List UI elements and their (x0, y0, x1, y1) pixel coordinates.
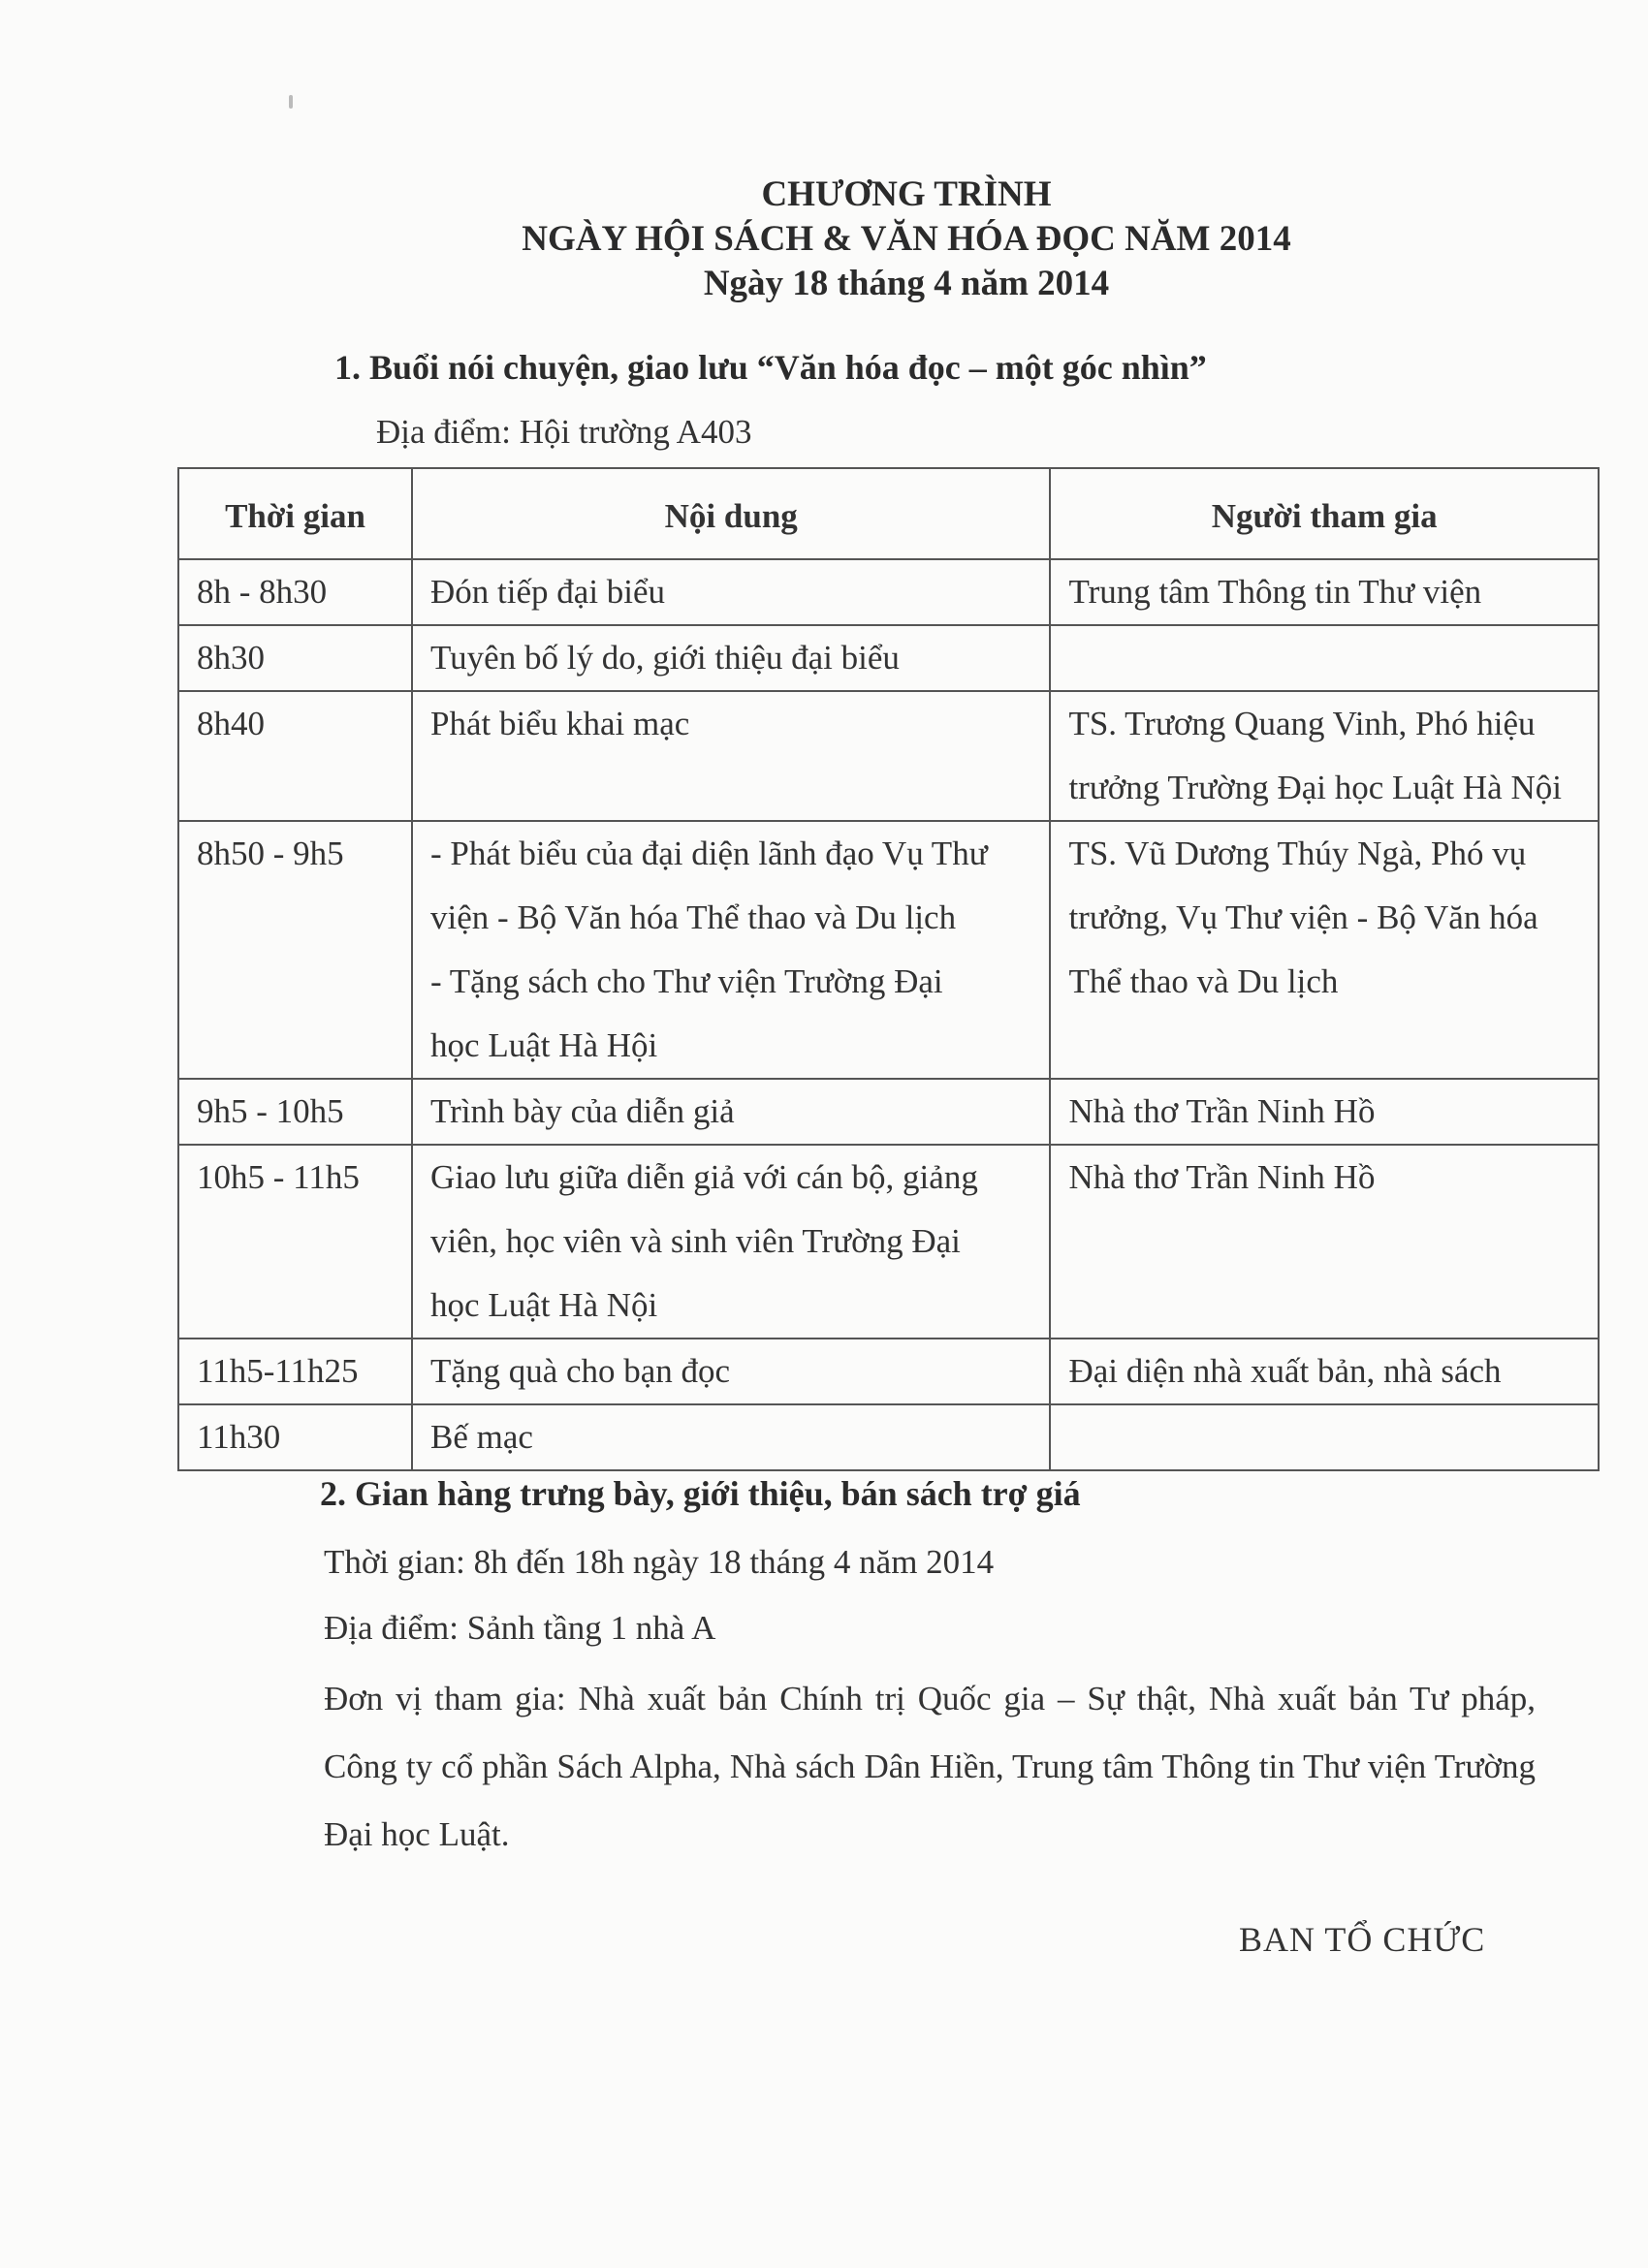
participant-line: trưởng, Vụ Thư viện - Bộ Văn hóa (1068, 898, 1538, 936)
content-line: Đón tiếp đại biểu (430, 573, 666, 611)
participant-line (1068, 1405, 1580, 1469)
participant-line: Đại diện nhà xuất bản, nhà sách (1068, 1352, 1502, 1390)
schedule-table (177, 467, 1600, 1471)
header-participants: Người tham gia (1050, 468, 1599, 559)
table-row (178, 691, 1599, 821)
cell-content (412, 625, 1050, 691)
cell-content (412, 559, 1050, 625)
section-1-location: Địa điểm: Hội trường A403 (376, 413, 752, 451)
content-line: Phát biểu khai mạc (430, 705, 690, 742)
document-title (0, 173, 1648, 306)
cell-participants (1050, 625, 1599, 691)
cell-content (412, 1079, 1050, 1145)
content-line: Bế mạc (430, 1418, 533, 1456)
participant-line: Trung tâm Thông tin Thư viện (1068, 573, 1482, 611)
cell-time: 10h5 - 11h5 (178, 1145, 412, 1339)
participant-line: Nhà thơ Trần Ninh Hồ (1068, 1092, 1376, 1130)
table-row (178, 1339, 1599, 1404)
participant-line: TS. Vũ Dương Thúy Ngà, Phó vụ (1068, 835, 1527, 872)
content-line: - Tặng sách cho Thư viện Trường Đại (430, 962, 943, 1000)
section-2-time: Thời gian: 8h đến 18h ngày 18 tháng 4 năm 2014 (324, 1543, 995, 1581)
table-row (178, 1145, 1599, 1339)
section-2-location: Địa điểm: Sảnh tầng 1 nhà A (324, 1609, 716, 1647)
participant-line: TS. Trương Quang Vinh, Phó hiệu (1068, 705, 1536, 742)
title-line-2: NGÀY HỘI SÁCH & VĂN HÓA ĐỌC NĂM 2014 (522, 219, 1291, 259)
title-line-3: Ngày 18 tháng 4 năm 2014 (703, 264, 1110, 303)
content-line: Giao lưu giữa diễn giả với cán bộ, giảng (430, 1158, 978, 1196)
table-row (178, 625, 1599, 691)
content-line: Trình bày của diễn giả (430, 1092, 735, 1130)
cell-content (412, 1404, 1050, 1470)
header-content: Nội dung (412, 468, 1050, 559)
content-line: viên, học viên và sinh viên Trường Đại (430, 1222, 961, 1260)
content-line: viện - Bộ Văn hóa Thể thao và Du lịch (430, 898, 957, 936)
table-row (178, 821, 1599, 1079)
cell-time: 8h50 - 9h5 (178, 821, 412, 1079)
table-header-row (178, 468, 1599, 559)
content-line: học Luật Hà Nội (430, 1286, 658, 1324)
participant-line (1068, 626, 1580, 690)
cell-participants (1050, 559, 1599, 625)
participant-line: trưởng Trường Đại học Luật Hà Nội (1068, 769, 1562, 806)
cell-content (412, 1145, 1050, 1339)
section-2-participants: Đơn vị tham gia: Nhà xuất bản Chính trị Quốc gia – Sự thật, Nhà xuất bản Tư pháp, Công ty cổ phần Sách Alpha, Nhà sách Dân Hiền, Trung tâm Thông tin Thư viện Trường Đại học Luật. (324, 1680, 1536, 1853)
cell-participants (1050, 691, 1599, 821)
content-line: - Phát biểu của đại diện lãnh đạo Vụ Thư (430, 835, 988, 872)
cell-content (412, 691, 1050, 821)
cell-participants (1050, 1145, 1599, 1339)
table-row (178, 1079, 1599, 1145)
title-line-1: CHƯƠNG TRÌNH (761, 174, 1052, 214)
cell-participants (1050, 1079, 1599, 1145)
scan-speck (289, 95, 293, 109)
cell-time: 8h30 (178, 625, 412, 691)
cell-time: 11h5-11h25 (178, 1339, 412, 1404)
header-time: Thời gian (178, 468, 412, 559)
cell-time: 8h - 8h30 (178, 559, 412, 625)
cell-participants (1050, 1339, 1599, 1404)
participant-line: Nhà thơ Trần Ninh Hồ (1068, 1158, 1376, 1196)
cell-participants (1050, 1404, 1599, 1470)
content-line: Tặng quà cho bạn đọc (430, 1352, 731, 1390)
cell-time: 9h5 - 10h5 (178, 1079, 412, 1145)
section-1-heading: 1. Buổi nói chuyện, giao lưu “Văn hóa đọc – một góc nhìn” (334, 348, 1207, 387)
participant-line: Thể thao và Du lịch (1068, 962, 1339, 1000)
content-line: học Luật Hà Hội (430, 1026, 658, 1064)
cell-time: 11h30 (178, 1404, 412, 1470)
cell-time: 8h40 (178, 691, 412, 821)
section-2-heading: 2. Gian hàng trưng bày, giới thiệu, bán sách trợ giá (320, 1474, 1081, 1513)
cell-participants (1050, 821, 1599, 1079)
cell-content (412, 821, 1050, 1079)
table-row (178, 559, 1599, 625)
schedule-body (178, 559, 1599, 1470)
signature-organizing-committee: BAN TỔ CHỨC (1239, 1920, 1486, 1959)
cell-content (412, 1339, 1050, 1404)
content-line: Tuyên bố lý do, giới thiệu đại biểu (430, 639, 900, 677)
table-row (178, 1404, 1599, 1470)
